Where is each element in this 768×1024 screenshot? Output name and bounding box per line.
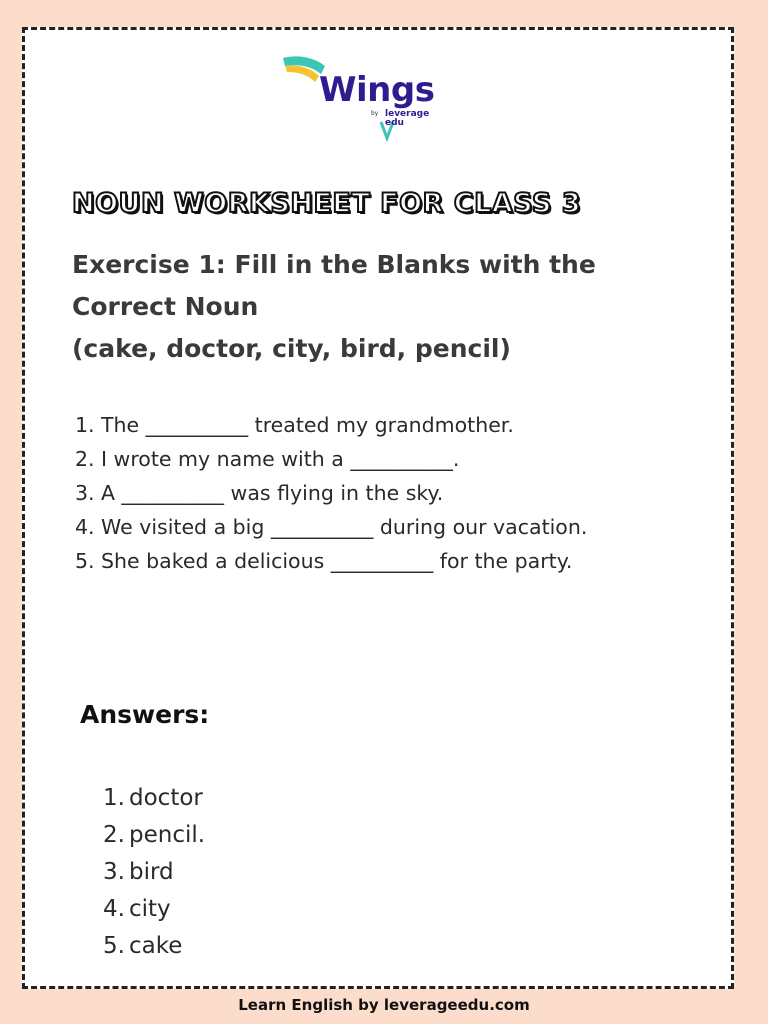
answer-text: doctor bbox=[129, 785, 203, 811]
answer-item bbox=[103, 817, 403, 854]
edu-line: edu bbox=[385, 118, 404, 128]
answer-item bbox=[103, 928, 403, 965]
answer-number: 5. bbox=[103, 933, 125, 959]
exercise-line-2: Correct Noun bbox=[72, 292, 259, 321]
answer-text: bird bbox=[129, 859, 174, 885]
question-text: The __________ treated my grandmother. bbox=[101, 413, 514, 437]
answer-number: 1. bbox=[103, 785, 125, 811]
question-item bbox=[75, 442, 675, 476]
logo-wordmark: Wings bbox=[319, 70, 435, 110]
answer-item bbox=[103, 891, 403, 928]
worksheet-card bbox=[22, 27, 734, 989]
answer-text: cake bbox=[129, 933, 183, 959]
answer-text: city bbox=[129, 896, 171, 922]
question-text: She baked a delicious __________ for the party. bbox=[101, 549, 573, 573]
answer-number: 2. bbox=[103, 822, 125, 848]
question-number: 3. bbox=[75, 481, 95, 505]
exercise-line-1: Exercise 1: Fill in the Blanks with the bbox=[72, 250, 596, 279]
logo-by: by bbox=[371, 110, 379, 117]
footer-credit: Learn English by leverageedu.com bbox=[238, 996, 530, 1014]
question-number: 2. bbox=[75, 447, 95, 471]
exercise-options: (cake, doctor, city, bird, pencil) bbox=[72, 334, 511, 363]
question-item bbox=[75, 544, 675, 578]
question-text: We visited a big __________ during our vacation. bbox=[101, 515, 588, 539]
leverage-edu-mark bbox=[385, 110, 429, 128]
worksheet-title: NOUN WORKSHEET FOR CLASS 3 bbox=[72, 188, 582, 219]
question-item bbox=[75, 476, 675, 510]
answers-heading: Answers: bbox=[80, 700, 210, 729]
question-item bbox=[75, 510, 675, 544]
question-item bbox=[75, 408, 675, 442]
wings-logo bbox=[281, 52, 441, 142]
answer-text: pencil. bbox=[129, 822, 206, 848]
answer-item bbox=[103, 854, 403, 891]
question-number: 1. bbox=[75, 413, 95, 437]
answer-number: 3. bbox=[103, 859, 125, 885]
question-number: 5. bbox=[75, 549, 95, 573]
answer-list bbox=[103, 780, 403, 965]
exercise-heading bbox=[72, 244, 692, 370]
question-list bbox=[75, 408, 675, 578]
leverage-line: leverage bbox=[385, 109, 430, 119]
answer-item bbox=[103, 780, 403, 817]
question-text: I wrote my name with a __________. bbox=[101, 447, 460, 471]
question-number: 4. bbox=[75, 515, 95, 539]
question-text: A __________ was flying in the sky. bbox=[101, 481, 444, 505]
answer-number: 4. bbox=[103, 896, 125, 922]
